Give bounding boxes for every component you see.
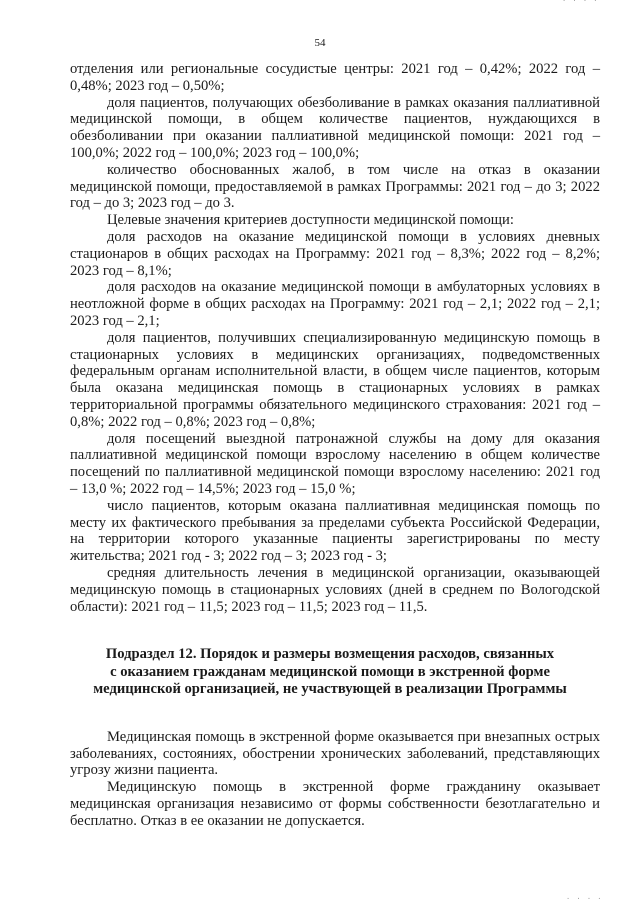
page-number: 54 [314,37,326,49]
paragraph: количество обоснованных жалоб, в том числе на отказ в оказании медицинской помощи, предоставляемой в рамках Программы: 2021 год – до 3; 2022 год – до 3; 2023 год – до 3. [70,161,600,212]
subsection-heading-line: с оказанием гражданам медицинской помощи в экстренной форме [110,663,550,680]
subsection-heading [70,646,600,699]
paragraph: доля посещений выездной патронажной службы на дому для оказания паллиативной медицинской помощи взрослому населению в общем количестве посещений по паллиативной медицинской помощи взрослому населению: 2021 год – 13,0 %; 2022 год – 14,5%; 2023 год – 15,0 %; [70,430,600,497]
paragraph: средняя длительность лечения в медицинской организации, оказывающей медицинскую помощь в стационарных условиях (дней в среднем по Вологодской области): 2021 год – 11,5; 2023 год – 11,5; 2023 год – 11,5. [70,564,600,615]
scan-mark-top: · · · · [562,0,599,5]
paragraph: Медицинскую помощь в экстренной форме гражданину оказывает медицинская организация независимо от формы собственности безотлагательно и бесплатно. Отказ в ее оказании не допускается. [70,779,600,829]
paragraph: число пациентов, которым оказана паллиативная медицинская помощь по месту их фактического пребывания за пределами субъекта Российской Федерации, на территории которого указанные пациенты зарегистрированы по месту жительства; 2021 год - 3; 2022 год – 3; 2023 год - 3; [70,497,600,565]
paragraph: доля расходов на оказание медицинской помощи в условиях дневных стационаров в общих расходах на Программу: 2021 год – 8,3%; 2022 год – 8,2%; 2023 год – 8,1%; [70,228,600,279]
paragraph: доля пациентов, получающих обезболивание в рамках оказания паллиативной медицинской помощи, в общем количестве пациентов, нуждающихся в обезболивании при оказании паллиативной медицинской помощи: 2021 год – 100,0%; 2022 год – 100,0%; 2023 год – 100,0%; [70,94,600,161]
subsection-heading-line: Подраздел 12. Порядок и размеры возмещения расходов, связанных [105,646,555,663]
scan-mark-bottom: · · · · [566,895,603,903]
paragraph-group-before [70,61,600,615]
paragraph: Целевые значения критериев доступности медицинской помощи: [107,212,514,229]
paragraph: доля пациентов, получивших специализированную медицинскую помощь в стационарных условиях в медицинских организациях, подведомственных федеральным органам исполнительной власти, в общем числе пациентов, которым была оказана медицинская помощь в стационарных условиях в рамках территориальной программы обязательного медицинского страхования: 2021 год – 0,8%; 2022 год – 0,8%; 2023 год – 0,8%; [70,329,600,430]
paragraph: доля расходов на оказание медицинской помощи в амбулаторных условиях в неотложной форме в общих расходах на Программу: 2021 год – 2,1; 2022 год – 2,1; 2023 год – 2,1; [70,279,600,329]
paragraph-group-after [70,729,600,830]
paragraph: отделения или региональные сосудистые центры: 2021 год – 0,42%; 2022 год – 0,48%; 2023 год – 0,50%; [70,61,600,94]
paragraph: Медицинская помощь в экстренной форме оказывается при внезапных острых заболеваниях, состояниях, обострении хронических заболеваний, представляющих угрозу жизни пациента. [70,728,600,779]
subsection-heading-line: медицинской организацией, не участвующей в реализации Программы [93,681,567,698]
document-body [70,61,600,830]
